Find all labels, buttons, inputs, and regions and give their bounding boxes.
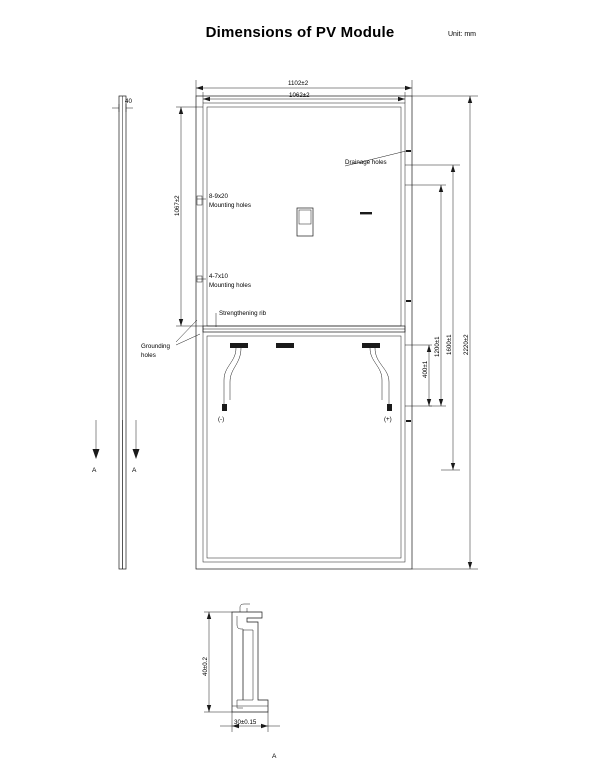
mounting-slots — [197, 196, 202, 282]
dim-cable-offset: 400±1 — [422, 360, 429, 378]
front-view-dimensions — [174, 80, 478, 569]
dim-overall-height: 2220±2 — [463, 334, 470, 355]
callout-strengthening-rib: Strengthening rib — [219, 310, 267, 317]
polarity-positive: (+) — [384, 416, 392, 423]
dim-outer-width: 1102±2 — [288, 80, 309, 87]
callout-grounding-holes-line2: holes — [141, 352, 156, 359]
section-detail-label: A — [272, 753, 277, 760]
dim-junction-to-edge: 1600±1 — [446, 334, 453, 355]
callout-drainage-holes: Drainage holes — [345, 159, 387, 166]
front-view — [196, 96, 412, 569]
side-thickness-dim: 40 — [125, 98, 132, 105]
dim-inner-height: 1067±2 — [174, 195, 181, 216]
callout-mounting-holes-4-label: Mounting holes — [209, 282, 251, 289]
page-title: Dimensions of PV Module — [205, 24, 395, 41]
callout-mounting-holes-4-code: 4-7x10 — [209, 273, 228, 280]
drainage-holes-marks — [406, 150, 411, 422]
callout-grounding-holes-line1: Grounding — [141, 343, 170, 350]
unit-label: Unit: mm — [448, 31, 476, 38]
section-label-right: A — [132, 467, 137, 474]
cables — [222, 348, 392, 411]
dim-section-height: 40±0.2 — [202, 657, 209, 676]
section-detail — [202, 604, 280, 760]
section-label-left: A — [92, 467, 97, 474]
dim-section-width: 30±0.15 — [234, 719, 257, 726]
dim-inner-width: 1062±2 — [289, 92, 310, 99]
callout-mounting-holes-8-code: 8-9x20 — [209, 193, 228, 200]
section-arrows — [92, 420, 140, 569]
cable-clips — [230, 343, 380, 348]
dim-cable-span: 1200±1 — [434, 336, 441, 357]
callout-mounting-holes-8-label: Mounting holes — [209, 202, 251, 209]
polarity-negative: (-) — [218, 416, 225, 423]
